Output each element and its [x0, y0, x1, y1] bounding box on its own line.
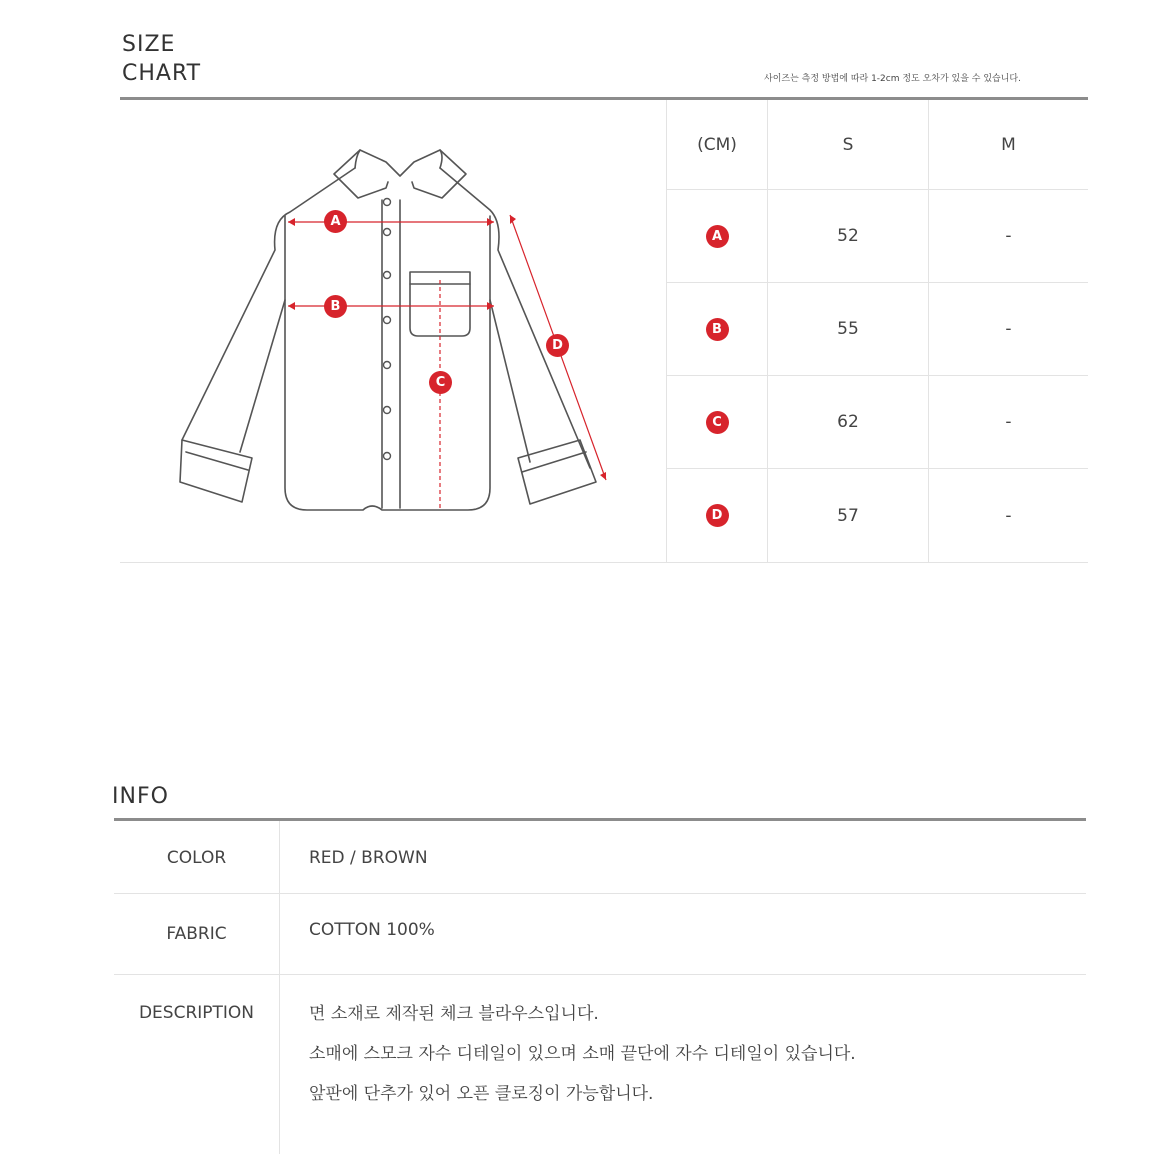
diagram-marker-d: D [546, 334, 569, 357]
info-description-label: DESCRIPTION [138, 1003, 255, 1023]
info-top-rule [114, 818, 1086, 821]
description-line: 앞판에 단추가 있어 오픈 클로징이 가능합니다. [309, 1084, 654, 1104]
info-title: INFO [112, 784, 169, 809]
size-row-d-m: - [1005, 505, 1012, 526]
size-row-c-m: - [1005, 412, 1012, 432]
size-row-a-key [667, 190, 767, 282]
diagram-marker-a: A [324, 210, 347, 233]
diagram-marker-b: B [324, 295, 347, 318]
size-row-a-s: 52 [837, 226, 859, 246]
diagram-marker-c: C [429, 371, 452, 394]
info-fabric-label: FABRIC [166, 924, 227, 944]
size-row-b-key [667, 283, 767, 375]
measure-badge-a: A [706, 225, 729, 248]
size-notice: 사이즈는 측정 방법에 따라 1-2cm 정도 오차가 있을 수 있습니다. [764, 74, 1021, 84]
size-table-header-s: S [842, 134, 854, 155]
info-color-label: COLOR [166, 847, 227, 868]
measure-badge-c: C [706, 411, 729, 434]
info-row-line [114, 974, 1086, 975]
info-table-divider [279, 821, 280, 1154]
measure-badge-d: D [706, 504, 729, 527]
info-color-value: RED / BROWN [309, 848, 428, 868]
size-row-a-m: - [1005, 226, 1012, 246]
size-row-d-key [667, 469, 767, 562]
info-fabric-value: COTTON 100% [309, 920, 435, 940]
description-line: 면 소재로 제작된 체크 블라우스입니다. [309, 1004, 599, 1024]
description-line: 소매에 스모크 자수 디테일이 있으며 소매 끝단에 자수 디테일이 있습니다. [309, 1044, 856, 1064]
size-row-c-key [667, 376, 767, 468]
size-row-d-s: 57 [837, 505, 859, 526]
info-description-text [309, 994, 856, 1114]
size-table-header-m: M [1001, 134, 1016, 155]
size-row-c-s: 62 [837, 412, 859, 432]
size-row-b-s: 55 [837, 319, 859, 339]
size-chart-title-line2: CHART [122, 61, 202, 86]
size-row-b-m: - [1005, 319, 1012, 339]
size-chart-title-line1: SIZE [122, 32, 176, 57]
size-table-header-unit: (CM) [697, 134, 737, 155]
measure-badge-b: B [706, 318, 729, 341]
shirt-diagram [120, 100, 666, 562]
size-chart-bottom-rule [120, 562, 1088, 563]
